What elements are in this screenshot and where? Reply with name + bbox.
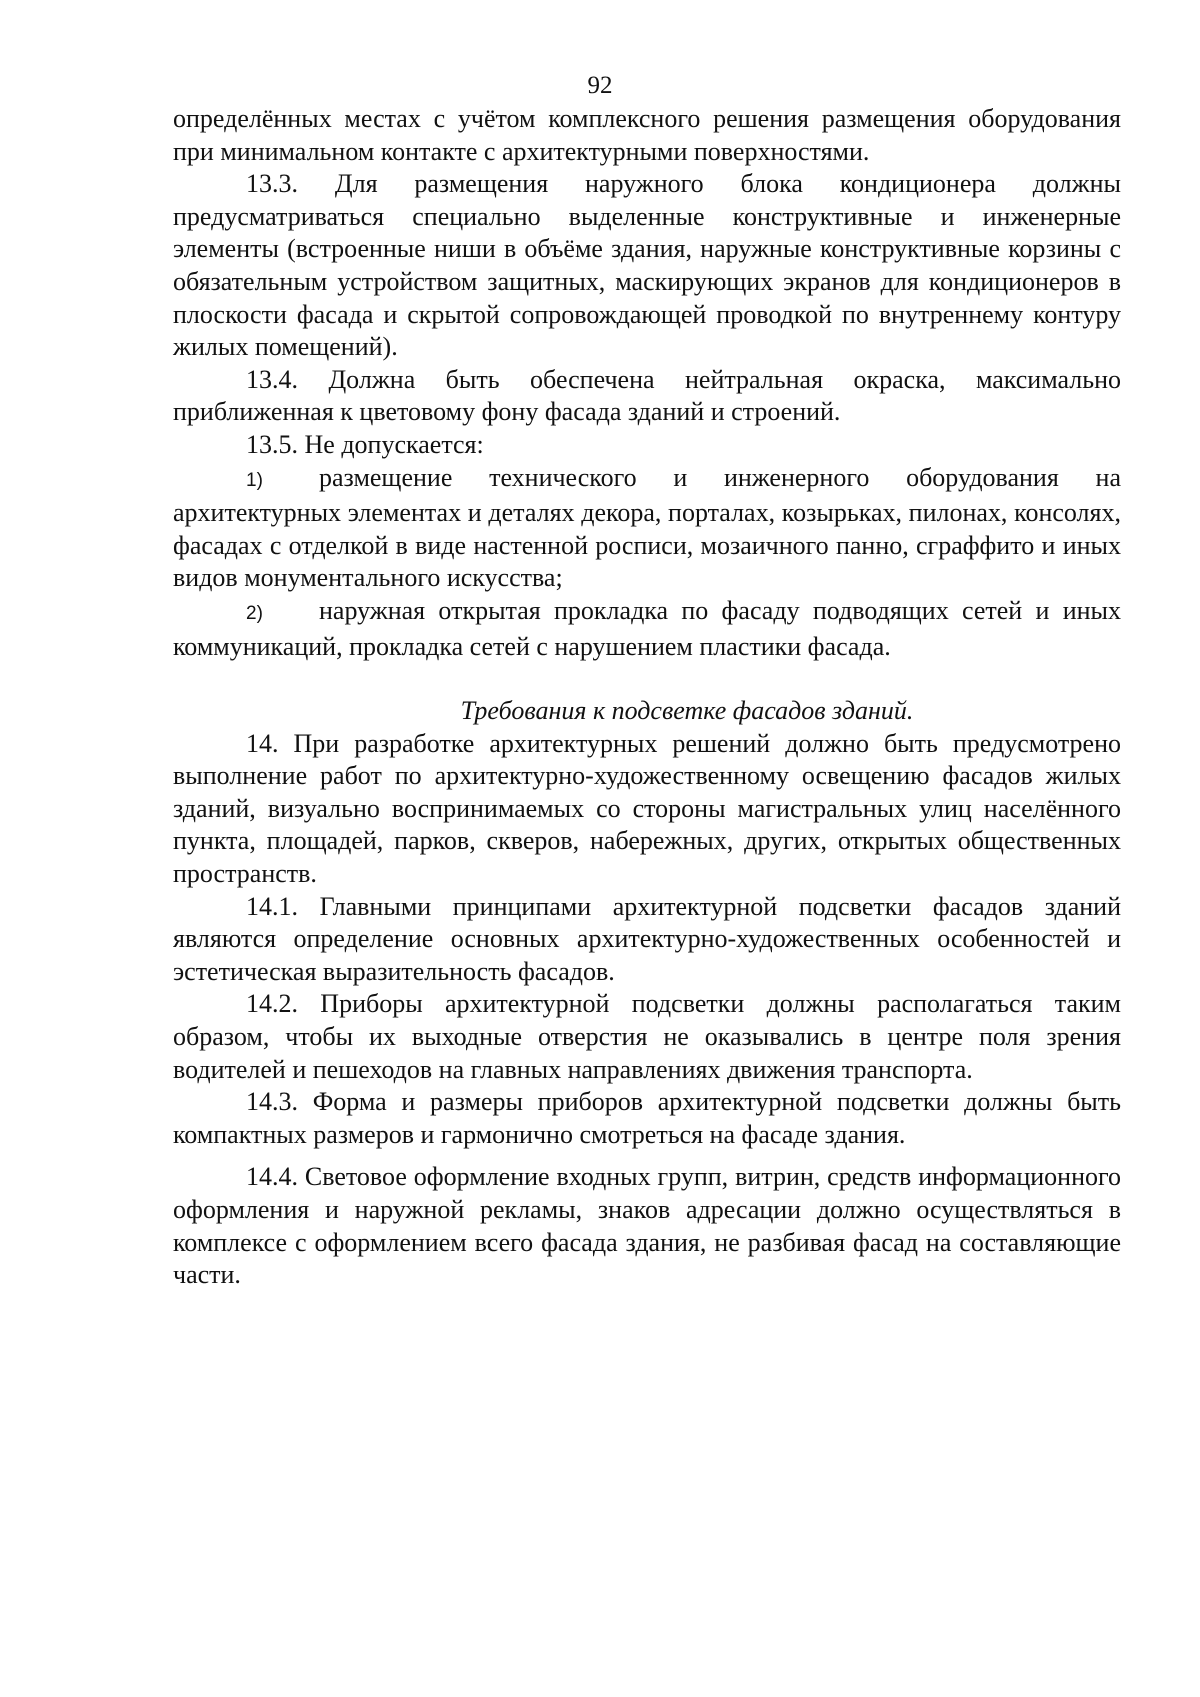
- paragraph-14-3: 14.3. Форма и размеры приборов архитектурной подсветки должны быть компактных размеров и гармонично смотреться на фасаде здания.: [173, 1087, 1121, 1149]
- list-marker-1: 1): [246, 469, 263, 491]
- document-body: [173, 103, 1121, 1292]
- list-item-1-text: размещение технического и инженерного оборудования на архитектурных элементах и деталях декора, порталах, козырьках, пилонах, консолях, фасадах с отделкой в виде настенной росписи, мозаичного панно, сграффито и иных видов монументального искусства;: [173, 462, 1121, 593]
- section-heading: Требования к подсветке фасадов зданий.: [460, 696, 914, 726]
- list-item-1: [173, 462, 1121, 595]
- list-item-2-text: наружная открытая прокладка по фасаду подводящих сетей и иных коммуникаций, прокладка сетей с нарушением пластики фасада.: [173, 595, 1121, 661]
- paragraph-14-1: 14.1. Главными принципами архитектурной подсветки фасадов зданий являются определение основных архитектурно-художественных особенностей и эстетическая выразительность фасадов.: [173, 891, 1121, 986]
- paragraph-13-3: 13.3. Для размещения наружного блока кондиционера должны предусматриваться специально выделенные конструктивные и инженерные элементы (встроенные ниши в объёме здания, наружные конструктивные корзины с обязательным устройством защитных, маскирующих экранов для кондиционеров в плоскости фасада и скрытой сопровождающей проводкой по внутреннему контуру жилых помещений).: [173, 169, 1121, 362]
- list-marker-2: 2): [246, 602, 263, 624]
- list-item-2: [173, 595, 1121, 663]
- paragraph-continuation: определённых местах с учётом комплексного решения размещения оборудования при минимальном контакте с архитектурными поверхностями.: [173, 104, 1121, 166]
- paragraph-14-2: 14.2. Приборы архитектурной подсветки должны располагаться таким образом, чтобы их выходные отверстия не оказывались в центре поля зрения водителей и пешеходов на главных направлениях движения транспорта.: [173, 989, 1121, 1084]
- paragraph-14: 14. При разработке архитектурных решений должно быть предусмотрено выполнение работ по архитектурно-художественному освещению фасадов жилых зданий, визуально воспринимаемых со стороны магистральных улиц населённого пункта, площадей, парков, скверов, набережных, других, открытых общественных пространств.: [173, 728, 1121, 889]
- paragraph-13-4: 13.4. Должна быть обеспечена нейтральная окраска, максимально приближенная к цветовому фону фасада зданий и строений.: [173, 364, 1121, 427]
- paragraph-13-5: 13.5. Не допускается:: [246, 429, 484, 459]
- paragraph-14-4: 14.4. Световое оформление входных групп, витрин, средств информационного оформления и наружной рекламы, знаков адресации должно осуществляться в комплексе с оформлением всего фасада здания, не разбивая фасад на составляющие части.: [173, 1162, 1121, 1290]
- page-number: 92: [587, 72, 613, 99]
